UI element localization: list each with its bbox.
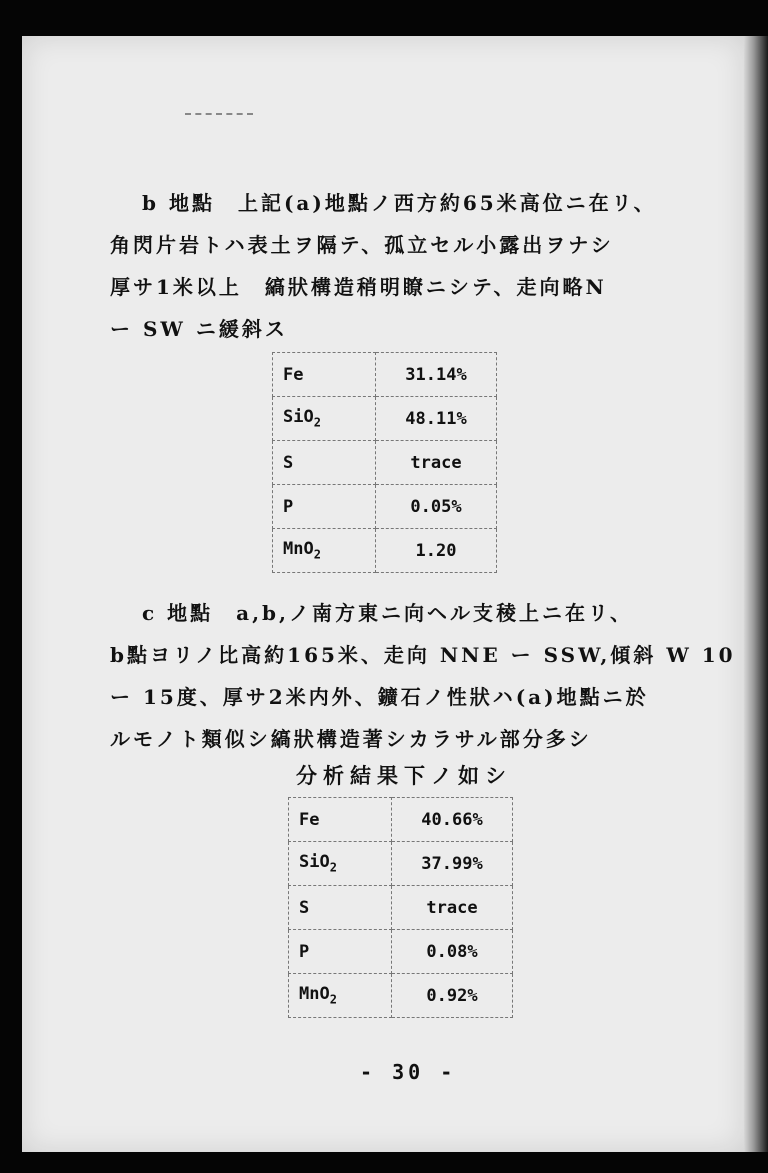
- table-row: [273, 441, 497, 485]
- analysis-table-c: [288, 797, 513, 1018]
- element-cell: [273, 529, 376, 573]
- table-row: [289, 974, 513, 1018]
- element-cell: S: [289, 886, 392, 930]
- value-cell: 37.99%: [392, 842, 513, 886]
- value-cell: 0.05%: [376, 485, 497, 529]
- element-cell: P: [273, 485, 376, 529]
- section-b-line: b 地點 上記(a)地點ノ西方約65米高位ニ在リ、: [142, 191, 657, 215]
- value-cell: 48.11%: [376, 397, 497, 441]
- section-c-line: ルモノト類似シ縞狀構造著シカラサル部分多シ: [110, 727, 592, 751]
- table-row: [273, 353, 497, 397]
- table-row: [289, 842, 513, 886]
- table-row: [273, 397, 497, 441]
- section-b-line: ー SW ニ緩斜ス: [110, 317, 288, 341]
- element-subscript: 2: [313, 415, 321, 430]
- element-subscript: 2: [329, 860, 337, 875]
- section-b-line: 角閃片岩トハ表土ヲ隔テ、孤立セル小露出ヲナシ: [110, 233, 614, 257]
- element-cell: Fe: [273, 353, 376, 397]
- value-cell: 1.20: [376, 529, 497, 573]
- element-cell: [289, 842, 392, 886]
- page-edge: [744, 36, 768, 1152]
- value-cell: trace: [376, 441, 497, 485]
- value-cell: trace: [392, 886, 513, 930]
- value-cell: 0.08%: [392, 930, 513, 974]
- analysis-caption: 分析結果下ノ如シ: [296, 763, 512, 788]
- element-symbol: SiO: [299, 852, 330, 873]
- page-number: - 30 -: [360, 1060, 457, 1084]
- table-row: [289, 798, 513, 842]
- element-cell: Fe: [289, 798, 392, 842]
- element-symbol: MnO: [299, 984, 330, 1005]
- top-dash-mark: [185, 113, 253, 115]
- element-subscript: 2: [313, 547, 321, 562]
- section-b-paragraph: [110, 182, 732, 350]
- element-cell: [273, 397, 376, 441]
- value-cell: 40.66%: [392, 798, 513, 842]
- element-cell: P: [289, 930, 392, 974]
- section-c-line: c 地點 a,b,ノ南方東ニ向ヘル支稜上ニ在リ、: [142, 601, 634, 625]
- element-subscript: 2: [329, 992, 337, 1007]
- table-row: [273, 485, 497, 529]
- section-c-line: ー 15度、厚サ2米内外、鑛石ノ性狀ハ(a)地點ニ於: [110, 685, 649, 709]
- element-symbol: MnO: [283, 539, 314, 560]
- analysis-table-b: [272, 352, 497, 573]
- section-c-paragraph: [110, 592, 736, 760]
- value-cell: 31.14%: [376, 353, 497, 397]
- table-row: [273, 529, 497, 573]
- section-c-line: b點ヨリノ比高約165米、走向 NNE ー SSW,傾斜 W 10: [110, 643, 736, 667]
- element-cell: [289, 974, 392, 1018]
- table-row: [289, 930, 513, 974]
- element-symbol: SiO: [283, 407, 314, 428]
- section-b-line: 厚サ1米以上 縞狀構造稍明瞭ニシテ、走向略N: [110, 275, 607, 299]
- value-cell: 0.92%: [392, 974, 513, 1018]
- table-row: [289, 886, 513, 930]
- element-cell: S: [273, 441, 376, 485]
